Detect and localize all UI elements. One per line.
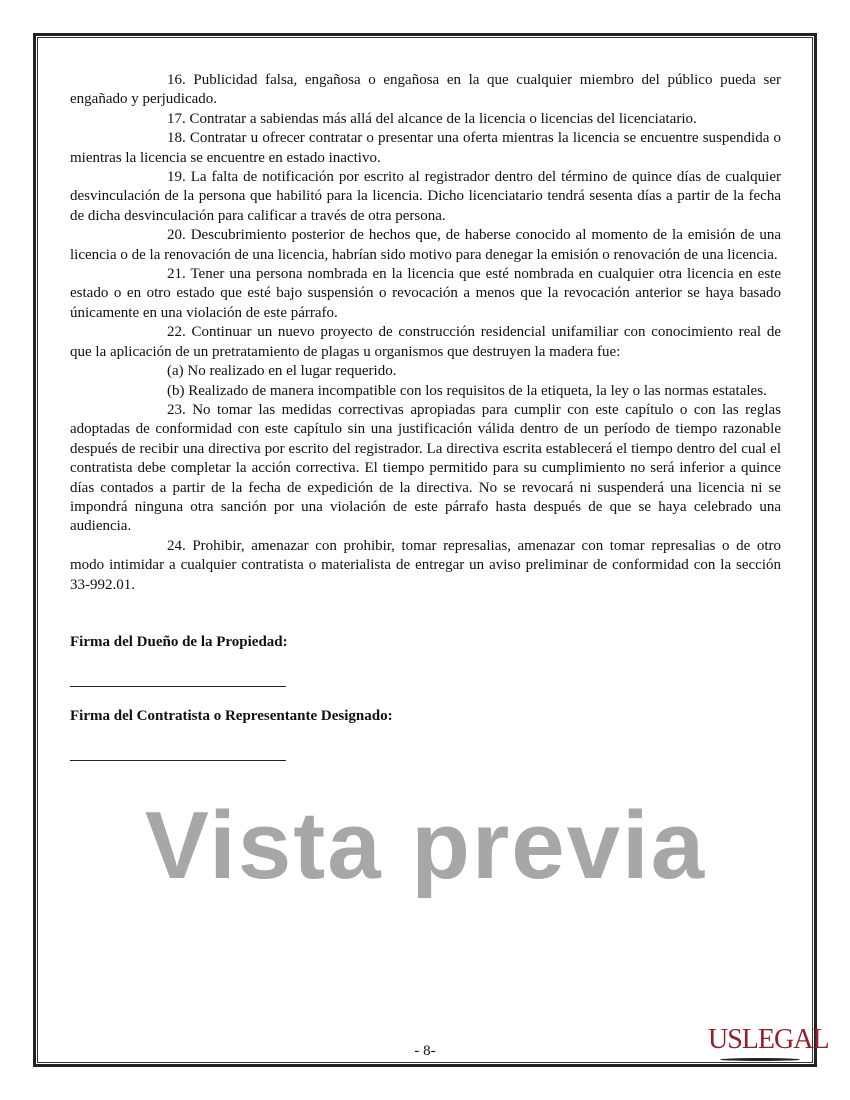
page-content xyxy=(70,71,781,901)
paragraph-20: 20. Descubrimiento posterior de hechos que, de haberse conocido al momento de la emisión de una licencia o de la renovación de una licencia, habrían sido motivo para denegar la emisión o renovación de una licencia. xyxy=(70,227,781,263)
paragraph-22: 22. Continuar un nuevo proyecto de construcción residencial unifamiliar con conocimiento real de que la aplicación de un pretratamiento de plagas u organismos que destruyen la madera fue: xyxy=(70,324,781,360)
paragraph-18: 18. Contratar u ofrecer contratar o presentar una oferta mientras la licencia se encuentre suspendida o mientras la licencia se encuentre en estado inactivo. xyxy=(70,130,781,166)
paragraph-16: 16. Publicidad falsa, engañosa o engañosa en la que cualquier miembro del público pueda ser engañado y perjudicado. xyxy=(70,72,781,108)
owner-signature-line xyxy=(70,672,286,687)
owner-signature-label: Firma del Dueño de la Propiedad: xyxy=(70,633,288,650)
paragraph-21: 21. Tener una persona nombrada en la licencia que esté nombrada en cualquier otra licencia en este estado o en otro estado que esté bajo suspensión o revocación a menos que la revocación anterior se haya basado únicamente en una violación de este párrafo. xyxy=(70,266,781,321)
page-number: - 8- xyxy=(414,1043,436,1059)
contractor-signature-line xyxy=(70,746,286,761)
paragraph-24: 24. Prohibir, amenazar con prohibir, tomar represalias, amenazar con tomar represalias o de otro modo intimidar a cualquier contratista o materialista de entregar un aviso preliminar de conformidad con la sección 33-992.01. xyxy=(70,537,781,593)
eagle-wing-icon xyxy=(720,1058,800,1061)
paragraph-19: 19. La falta de notificación por escrito al registrador dentro del término de quince días de cualquier desvinculación de la persona que habilitó para la licencia. Dicho licenciatario tendrá sesenta días a partir de la fecha de dicha desvinculación para calificar a través de otra persona. xyxy=(70,169,781,224)
document-body xyxy=(70,71,781,595)
uslegal-logo xyxy=(708,1024,829,1056)
contractor-signature-label: Firma del Contratista o Representante Designado: xyxy=(70,707,393,724)
watermark: Vista previa xyxy=(144,791,707,899)
paragraph-23: 23. No tomar las medidas correctivas apropiadas para cumplir con este capítulo o con las reglas adoptadas de conformidad con este capítulo sin una justificación válida dentro de un período de tiempo razonable después de recibir una directiva por escrito del registrador. La directiva escrita establecerá el tiempo dentro del cual el contratista debe completar la acción correctiva. El tiempo permitido para su cumplimiento no será inferior a quince días contados a partir de la fecha de expedición de la directiva. No se revocará ni suspenderá una licencia ni se impondrá ninguna otra sanción por una violación de este párrafo hasta después de que se haya celebrado una audiencia. xyxy=(70,401,781,535)
logo-text: USLEGAL xyxy=(708,1024,829,1055)
paragraph-22a: (a) No realizado en el lugar requerido. xyxy=(167,363,397,380)
paragraph-22b: (b) Realizado de manera incompatible con los requisitos de la etiqueta, la ley o las normas estatales. xyxy=(167,382,767,399)
paragraph-17: 17. Contratar a sabiendas más allá del alcance de la licencia o licencias del licenciatario. xyxy=(167,110,697,127)
